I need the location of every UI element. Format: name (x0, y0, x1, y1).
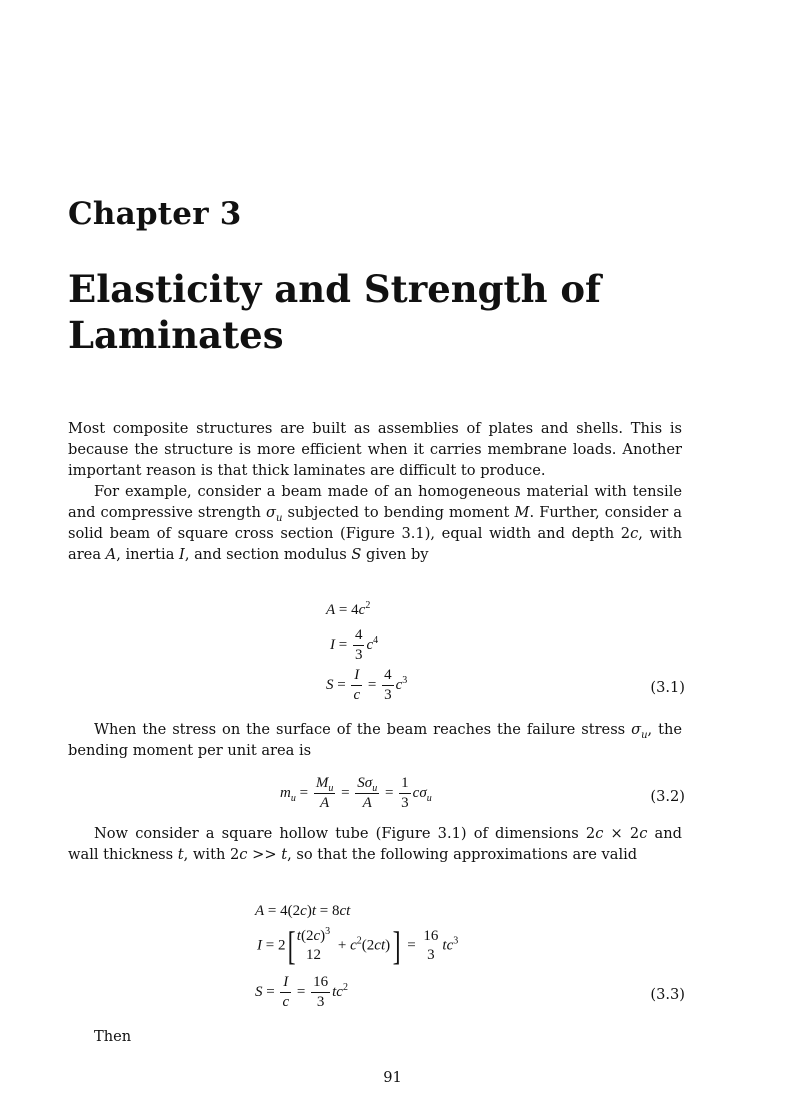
page-number: 91 (383, 1069, 402, 1086)
chapter-title: Elasticity and Strength of Laminates (68, 267, 601, 357)
equation-number: (3.1) (650, 679, 685, 696)
paragraph-beam-example: For example, consider a beam made of an homogeneous material with tensile and compressive strength $\sigma_u$ subjected to bending moment M. Further, consider a solid beam of square cross section (Figure 3.1), equal width and depth 2c, with area A, inertia I, and section modulus S given by (68, 483, 683, 563)
equation-line-tube-modulus: S = $\frac{I}{c}$ = $\frac{16}{3}$ $tc^2$ (255, 974, 348, 1010)
chapter-label: Chapter 3 (68, 196, 242, 232)
equation-line-inertia: I = $\frac{4}{3}$ $c^4$ (330, 627, 379, 663)
equation-line-tube-inertia: I = 2[ $t(2c)^3$ 12 + $c^2(2ct)$] = 16 3 $tc^3$ (257, 923, 459, 968)
equation-line-tube-area: A = 4(2c)t = 8ct (255, 903, 351, 919)
paragraph-intro: Most composite structures are built as assemblies of plates and shells. This is because the structure is more efficient when it carries membrane loads. Another important reason is that thick laminates are difficult to produce. (68, 420, 682, 479)
equation-line-moment: $m_u$ = $\frac{M_u}{A}$ = $\frac{S\sigma_u}{A}$ = $\frac{1}{3}$ $c\sigma_u$ (280, 775, 432, 811)
paragraph-failure-stress: When the stress on the surface of the beam reaches the failure stress $\sigma_u$, the bending moment per unit area is (68, 721, 682, 759)
equation-number: (3.2) (650, 788, 685, 805)
equation-line-area: $A = 4c^2$ (326, 600, 371, 618)
equation-number: (3.3) (650, 986, 685, 1003)
equation-line-modulus: S = $\frac{I}{c}$ = $\frac{4}{3}$ $c^3$ (326, 667, 408, 703)
paragraph-hollow-tube: Now consider a square hollow tube (Figure 3.1) of dimensions 2c × 2c and wall thickness t, with 2c >> t, so that the following approximations are valid (68, 825, 682, 863)
paragraph-then: Then (94, 1028, 132, 1045)
